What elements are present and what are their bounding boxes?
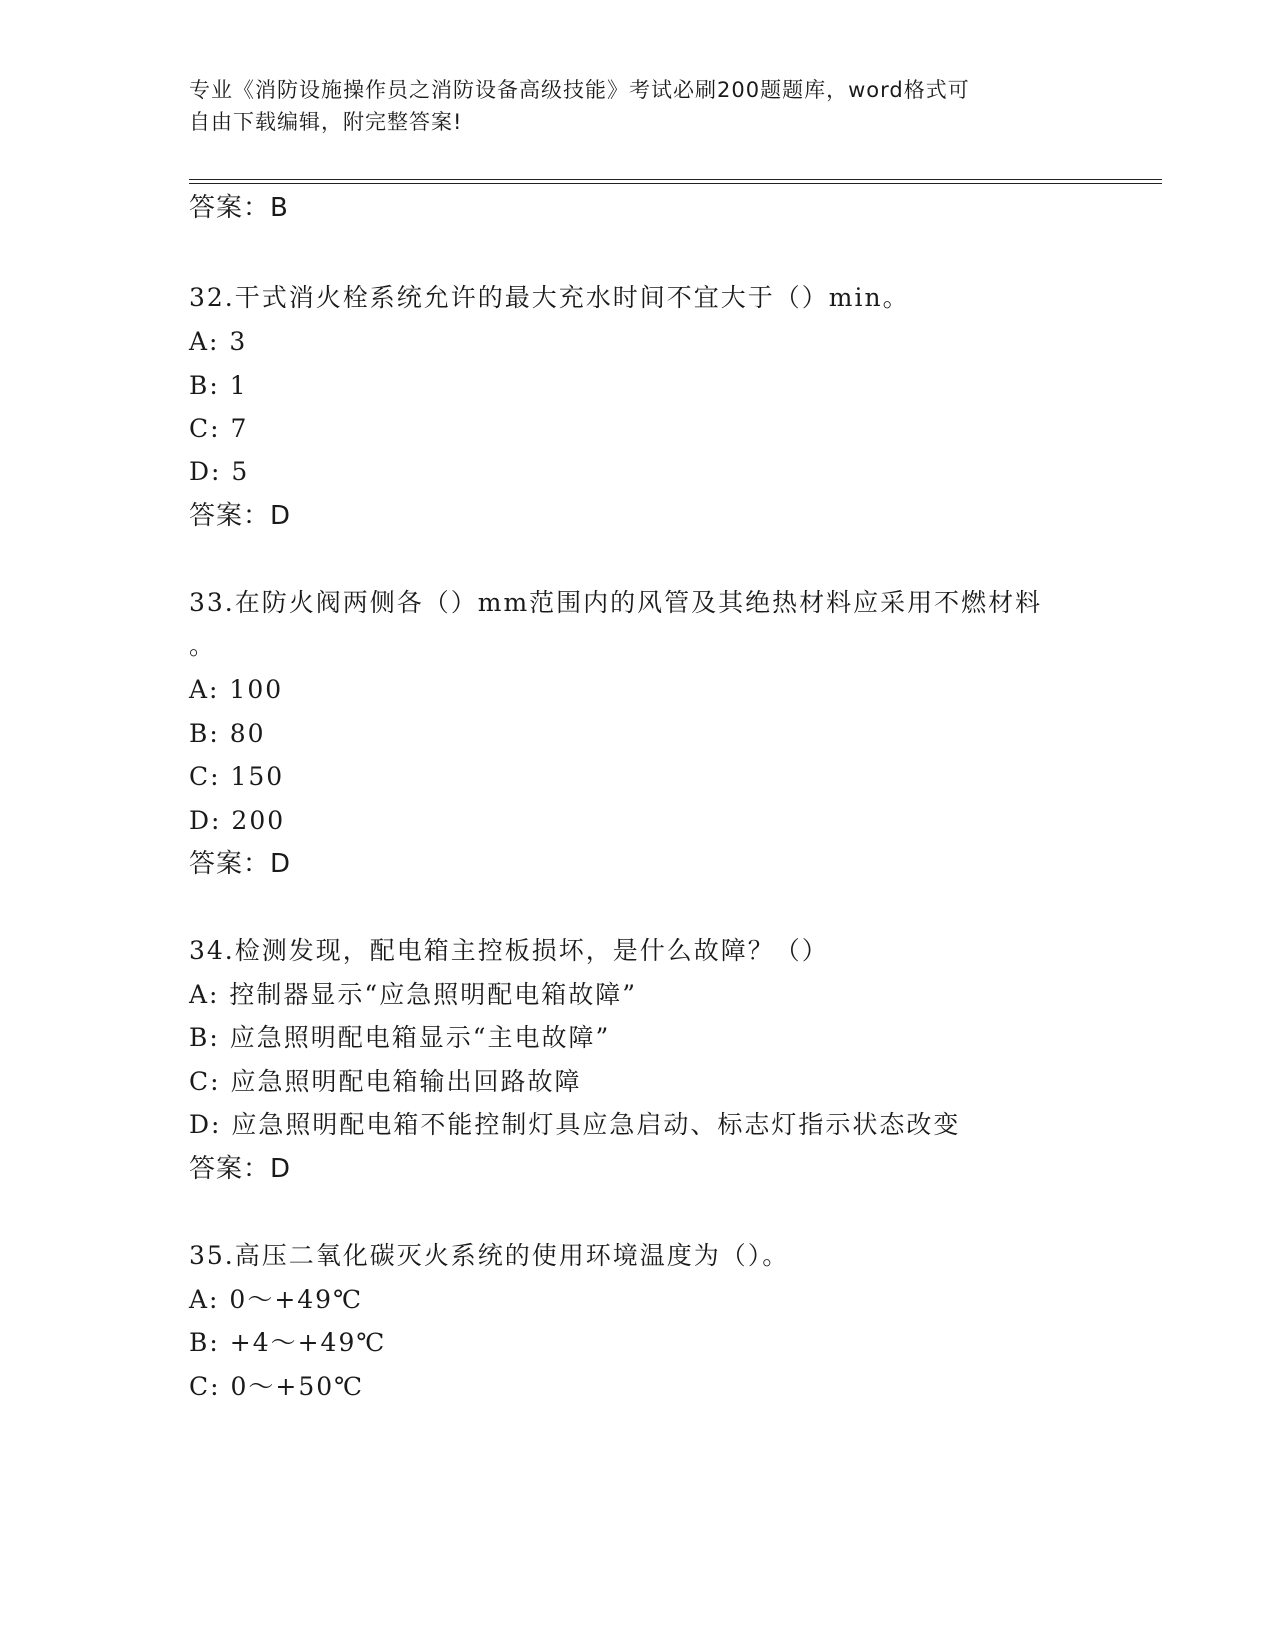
header-divider-top bbox=[189, 179, 1162, 180]
question-33-option-d: D: 200 bbox=[189, 806, 286, 835]
question-34-text: 34.检测发现，配电箱主控板损坏，是什么故障？（） bbox=[189, 936, 829, 965]
header-divider-bottom bbox=[189, 183, 1162, 184]
question-33-text: 33.在防火阀两侧各（）mm范围内的风管及其绝热材料应采用不燃材料 bbox=[189, 588, 1043, 617]
question-32-option-a: A: 3 bbox=[189, 327, 248, 356]
question-34-option-c: C: 应急照明配电箱输出回路故障 bbox=[189, 1067, 582, 1096]
question-34-option-d: D: 应急照明配电箱不能控制灯具应急启动、标志灯指示状态改变 bbox=[189, 1110, 961, 1139]
question-33-answer: 答案：D bbox=[189, 849, 292, 879]
question-32-option-b: B: 1 bbox=[189, 371, 248, 400]
question-33-option-c: C: 150 bbox=[189, 762, 285, 791]
header-line-2: 自由下载编辑，附完整答案! bbox=[189, 110, 463, 134]
previous-answer: 答案：B bbox=[189, 193, 289, 223]
question-35-option-c: C: 0～+50℃ bbox=[189, 1372, 365, 1401]
question-34-answer: 答案：D bbox=[189, 1154, 292, 1184]
header-line-1: 专业《消防设施操作员之消防设备高级技能》考试必刷200题题库，word格式可 bbox=[189, 78, 970, 102]
document-header bbox=[189, 74, 1089, 138]
question-33-text-continued: 。 bbox=[189, 631, 217, 660]
question-35-option-a: A: 0～+49℃ bbox=[189, 1285, 364, 1314]
question-34-option-b: B: 应急照明配电箱显示“主电故障” bbox=[189, 1023, 611, 1052]
question-32-option-d: D: 5 bbox=[189, 457, 250, 486]
question-32-text: 32.干式消火栓系统允许的最大充水时间不宜大于（）min。 bbox=[189, 283, 910, 312]
question-35-option-b: B: +4～+49℃ bbox=[189, 1328, 387, 1357]
question-35-text: 35.高压二氧化碳灭火系统的使用环境温度为（）。 bbox=[189, 1241, 790, 1270]
question-33-option-b: B: 80 bbox=[189, 719, 266, 748]
question-33-option-a: A: 100 bbox=[189, 675, 284, 704]
question-34-option-a: A: 控制器显示“应急照明配电箱故障” bbox=[189, 980, 637, 1009]
question-32-answer: 答案：D bbox=[189, 501, 292, 531]
question-32-option-c: C: 7 bbox=[189, 414, 249, 443]
